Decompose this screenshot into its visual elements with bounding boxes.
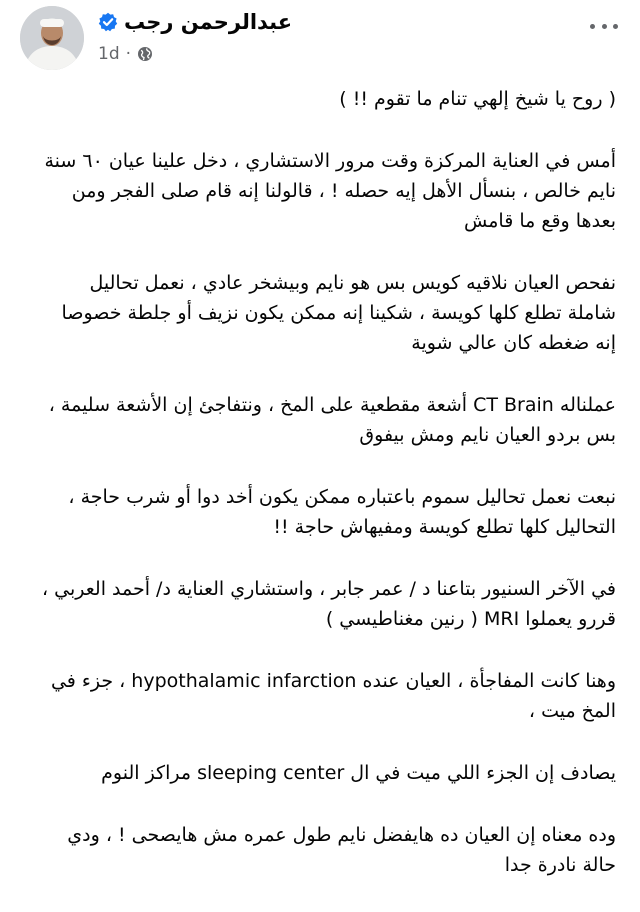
globe-icon[interactable] xyxy=(137,46,153,62)
meta-separator: · xyxy=(125,44,132,64)
more-options-icon[interactable] xyxy=(590,16,618,36)
post-paragraph: في الآخر السنيور بتاعنا د / عمر جابر ، واستشاري العناية د/ أحمد العربي ، قررو يعملوا MRI ( رنين مغناطيسي ) xyxy=(41,578,616,630)
more-dot-icon xyxy=(602,24,607,29)
author-name[interactable]: عبدالرحمن رجب xyxy=(124,10,293,34)
post-paragraph: أمس في العناية المركزة وقت مرور الاستشاري ، دخل علينا عيان ٦٠ سنة نايم خالص ، بنسأل الأهل إيه حصله ! ، قالولنا إنه قام صلى الفجر ومن بعدها وقع ما قامش xyxy=(44,150,616,232)
post-paragraph: نبعت نعمل تحاليل سموم باعتباره ممكن يكون أخد دوا أو شرب حاجة ، التحاليل كلها تطلع كويسة ومفيهاش حاجة !! xyxy=(68,486,616,538)
post-paragraph: ( روح يا شيخ إلهي تنام ما تقوم !! ) xyxy=(339,88,616,110)
post-paragraph: وده معناه إن العيان ده هايفضل نايم طول عمره مش هايصحى ! ، ودي حالة نادرة جدا xyxy=(67,824,616,876)
post-paragraph: وهنا كانت المفاجأة ، العيان عنده hypothalamic infarction ، جزء في المخ ميت ، xyxy=(50,670,616,722)
post-paragraph: عملناله CT Brain أشعة مقطعية على المخ ، ونتفاجئ إن الأشعة سليمة ، بس بردو العيان نايم ومش بيفوق xyxy=(48,394,616,446)
post-header xyxy=(0,0,640,80)
avatar[interactable] xyxy=(20,6,84,70)
author-line xyxy=(98,8,292,36)
post-timestamp[interactable]: 1d xyxy=(98,44,120,64)
verified-badge-icon xyxy=(98,12,118,32)
more-dot-icon xyxy=(590,24,595,29)
post-meta xyxy=(98,43,153,65)
post-paragraph: يصادف إن الجزء اللي ميت في ال sleeping center مراكز النوم xyxy=(101,762,616,784)
post-text xyxy=(36,84,616,912)
avatar-photo xyxy=(20,6,84,70)
post-paragraph: نفحص العيان نلاقيه كويس بس هو نايم وبيشخر عادي ، نعمل تحاليل شاملة تطلع كلها كويسة ، شكينا إنه ممكن يكون نزيف أو جلطة خصوصا إنه ضغطه كان عالي شوية xyxy=(61,272,616,354)
more-dot-icon xyxy=(613,24,618,29)
